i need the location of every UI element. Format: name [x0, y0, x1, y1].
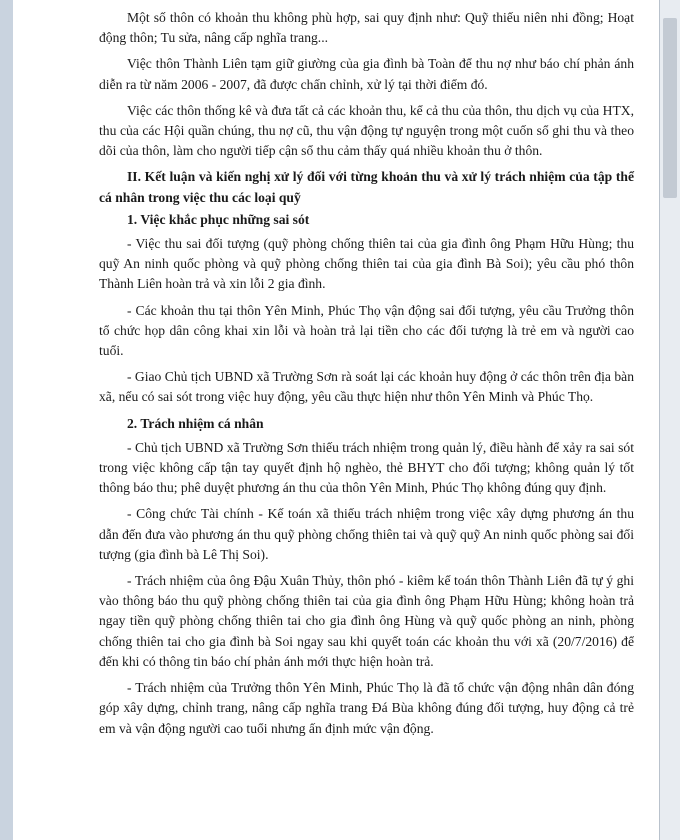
paragraph: - Trách nhiệm của Trưởng thôn Yên Minh, Phúc Thọ là đã tổ chức vận động nhân dân đóng góp xây dựng, chỉnh trang, nâng cấp nghĩa trang Đá Bùa không đúng đối tượng, huy động cả trẻ em và vận động người cao tuổi nhưng ấn định mức vận động. [99, 680, 634, 736]
scrollbar-thumb[interactable] [663, 18, 677, 198]
paragraph: - Trách nhiệm của ông Đậu Xuân Thủy, thôn phó - kiêm kế toán thôn Thành Liên đã tự ý ghi vào thông báo thu quỹ phòng chống thiên tai của gia đình ông Phạm Hữu Hùng; không hoàn trả ngay tiền quỹ phòng chống thiên tai cho gia đình ông Hùng và quỹ quốc phòng an ninh, phòng chống thiên tai cho gia đình bà Soi ngay sau khi quyết toán các khoản thu với xã (20/7/2016) để đến khi có thông tin báo chí phản ánh mới thực hiện hoàn trả. [99, 573, 634, 669]
subsection-heading: 1. Việc khắc phục những sai sót [127, 211, 310, 227]
paragraph: - Chủ tịch UBND xã Trường Sơn thiếu trách nhiệm trong quản lý, điều hành để xảy ra sai sót trong việc không cấp tận tay quyết định hộ nghèo, thẻ BHYT cho đối tượng; không quản lý tốt thông báo thu; phê duyệt phương án thu của thôn Yên Minh, Phúc Thọ không đúng quy định. [99, 439, 634, 496]
paragraph: Việc thôn Thành Liên tạm giữ giường của gia đình bà Toàn để thu nợ như báo chí phản ánh diễn ra từ năm 2006 - 2007, đã được chấn chỉnh, xử lý tại thời điểm đó. [99, 56, 634, 92]
paragraph: - Giao Chủ tịch UBND xã Trường Sơn rà soát lại các khoản huy động ở các thôn trên địa bàn xã, nếu có sai sót trong việc huy động, yêu cầu thực hiện như thôn Yên Minh và Phúc Thọ. [99, 369, 634, 405]
document-page [13, 0, 660, 840]
vertical-scrollbar[interactable] [659, 0, 680, 840]
paragraph: - Các khoản thu tại thôn Yên Minh, Phúc Thọ vận động sai đối tượng, yêu cầu Trưởng thôn tổ chức họp dân công khai xin lỗi và hoàn trả lại tiền cho các đối tượng là trẻ em và người cao tuổi. [99, 302, 634, 359]
paragraph: - Việc thu sai đối tượng (quỹ phòng chống thiên tai của gia đình ông Phạm Hữu Hùng; thu quỹ An ninh quốc phòng và quỹ phòng chống thiên tai của gia đình Bà Soi); yêu cầu phó thôn Thành Liên hoàn trả và xin lỗi 2 gia đình. [99, 236, 634, 292]
subsection-heading: 2. Trách nhiệm cá nhân [127, 415, 264, 431]
paragraph: - Công chức Tài chính - Kế toán xã thiếu trách nhiệm trong việc xây dựng phương án thu dẫn đến đưa vào phương án thu quỹ phòng chống thiên tai và quỹ quỹ An ninh quốc phòng sai đối tượng (gia đình bà Lê Thị Soi). [99, 506, 634, 562]
section-heading: II. Kết luận và kiến nghị xử lý đối với từng khoản thu và xử lý trách nhiệm của tập thể cá nhân trong việc thu các loại quỹ [99, 169, 634, 205]
paragraph: Việc các thôn thống kê và đưa tất cả các khoản thu, kể cả thu của thôn, thu dịch vụ của HTX, thu của các Hội quần chúng, thu nợ cũ, thu vận động tự nguyện trong một cuốn sổ ghi thu và theo dõi của thôn, làm cho người tiếp cận sổ thu cảm thấy quá nhiều khoản thu ở thôn. [99, 102, 634, 159]
paragraph: Một số thôn có khoản thu không phù hợp, sai quy định như: Quỹ thiếu niên nhi đồng; Hoạt động thôn; Tu sửa, nâng cấp nghĩa trang... [99, 10, 634, 46]
